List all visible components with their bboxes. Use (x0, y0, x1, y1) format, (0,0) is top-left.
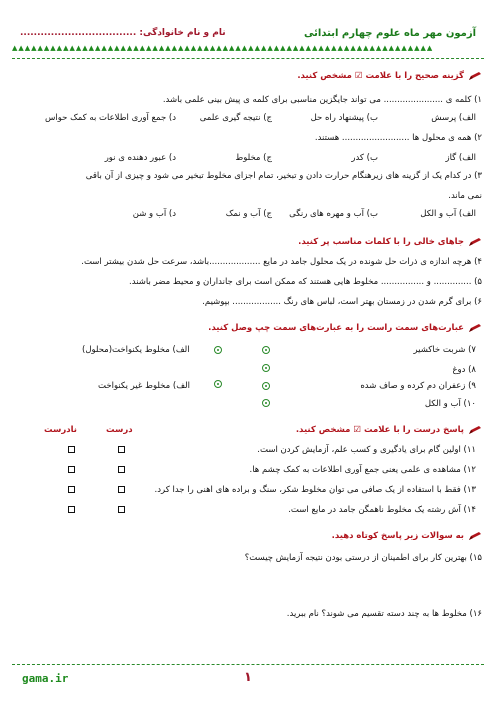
q2-option-b: ب) کدر (351, 153, 378, 163)
match-dot-icon[interactable] (214, 346, 222, 354)
q3-option-d: د) آب و شن (132, 209, 176, 219)
checkbox-icon[interactable] (118, 486, 125, 493)
checkbox-icon[interactable] (68, 506, 75, 513)
student-name-field: نام و نام خانوادگی: .................................. (20, 28, 226, 38)
question-1: ۱) کلمه ی ...................... می تواند جایگزین مناسبی برای کلمه ی پیش بینی علمی باشد. (162, 95, 482, 105)
exam-title: آزمون مهر ماه علوم چهارم ابتدائی (304, 28, 476, 39)
match-dot-icon[interactable] (262, 364, 270, 372)
bottom-rule (12, 664, 484, 665)
section2-heading (14, 236, 482, 248)
question-3-line1: ۳) در کدام یک از گزینه های زیرهنگام حرارت دادن و تبخیر، تمام اجزای مخلوط تبخیر می شود و چیزی از آن باقی (85, 171, 482, 181)
pencil-icon (468, 237, 482, 247)
section4-heading (14, 424, 482, 436)
checkbox-icon[interactable] (68, 466, 75, 473)
site-footer: gama.ir (22, 672, 69, 685)
tf-item-14: ۱۴) آش رشته یک مخلوط ناهمگن جامد در مایع است. (288, 505, 476, 515)
pencil-icon (468, 531, 482, 541)
section1-heading (14, 70, 482, 82)
question-2: ۲) همه ی محلول ها ......................... هستند. (314, 133, 482, 143)
q1-option-a: الف) پرسش (431, 113, 476, 123)
match-dot-icon[interactable] (262, 382, 270, 390)
column-true-header: درست (106, 425, 133, 435)
match-dot-icon[interactable] (214, 380, 222, 388)
question-5: ۵) .............. و ................ مخلوط هایی هستند که ممکن است برای جانداران و محیط مضر باشند. (129, 277, 482, 287)
checkbox-icon[interactable] (118, 506, 125, 513)
tf-item-13: ۱۳) فقط با استفاده از یک صافی می توان مخلوط شکر، سنگ و براده های اهنی را جدا کرد. (154, 485, 476, 495)
section3-heading (14, 322, 482, 334)
q2-option-a: الف) گاز (445, 153, 476, 163)
q1-option-d: د) جمع آوری اطلاعات به کمک حواس (45, 113, 176, 123)
page-number: ۱ (244, 670, 252, 685)
tf-item-12: ۱۲) مشاهده ی علمی یعنی جمع آوری اطلاعات به کمک چشم ها. (249, 465, 476, 475)
section4-heading-text: پاسخ درست را با علامت ☑ مشخص کنید. (295, 425, 464, 435)
decorative-border: ▲▲▲▲▲▲▲▲▲▲▲▲▲▲▲▲▲▲▲▲▲▲▲▲▲▲▲▲▲▲▲▲▲▲▲▲▲▲▲▲▲▲▲▲▲▲▲▲▲▲▲▲▲▲▲▲▲▲▲▲▲▲▲▲▲▲ (12, 44, 434, 52)
tf-item-11: ۱۱) اولین گام برای یادگیری و کسب علم، آزمایش کردن است. (257, 445, 476, 455)
match-dot-icon[interactable] (262, 399, 270, 407)
question-15: ۱۵) بهترین کار برای اطمینان از درستی بودن نتیجه آزمایش چیست؟ (244, 553, 482, 563)
section5-heading-text: به سوالات زیر پاسخ کوتاه دهید. (331, 531, 464, 541)
match-right-7: ۷) شربت خاکشیر (413, 345, 476, 355)
q2-option-c: ج) مخلوط (235, 153, 272, 163)
q3-option-a: الف) آب و الکل (420, 209, 476, 219)
match-left-b: الف) مخلوط غیر یکنواخت (98, 381, 190, 391)
pencil-icon (468, 323, 482, 333)
q1-option-c: ج) نتیجه گیری علمی (199, 113, 272, 123)
match-right-8: ۸) دوغ (452, 365, 476, 375)
checkbox-icon[interactable] (118, 446, 125, 453)
match-dot-icon[interactable] (262, 346, 270, 354)
top-rule (12, 58, 484, 59)
q3-option-b: ب) آب و مهره های رنگی (289, 209, 378, 219)
checkbox-icon[interactable] (118, 466, 125, 473)
q3-option-c: ج) آب و نمک (225, 209, 272, 219)
section1-heading-text: گزینه صحیح را با علامت ☑ مشخص کنید. (297, 71, 464, 81)
section3-heading-text: عبارت‌های سمت راست را به عبارت‌های سمت چپ وصل کنید. (208, 323, 464, 333)
column-false-header: نادرست (44, 425, 77, 435)
pencil-icon (468, 71, 482, 81)
question-6: ۶) برای گرم شدن در زمستان بهتر است، لباس های رنگ .................. بپوشیم. (202, 297, 482, 307)
question-16: ۱۶) مخلوط ها به چند دسته تقسیم می شوند؟ نام ببرید. (286, 609, 482, 619)
checkbox-icon[interactable] (68, 486, 75, 493)
q2-option-d: د) عبور دهنده ی نور (104, 153, 176, 163)
q1-option-b: ب) پیشنهاد راه حل (310, 113, 378, 123)
question-4: ۴) هرچه اندازه ی ذرات حل شونده در یک محلول جامد در مایع ...................باشد، سرعت حل شدن بیشتر است. (81, 257, 482, 267)
match-left-a: الف) مخلوط یکنواخت(محلول) (82, 345, 190, 355)
section5-heading (14, 530, 482, 542)
match-right-9: ۹) زعفران دم کرده و صاف شده (360, 381, 476, 391)
pencil-icon (468, 425, 482, 435)
match-right-10: ۱۰) آب و الکل (424, 399, 476, 409)
question-3-line2: نمی ماند. (448, 191, 482, 201)
checkbox-icon[interactable] (68, 446, 75, 453)
section2-heading-text: جاهای خالی را با کلمات مناسب پر کنید. (298, 237, 464, 247)
